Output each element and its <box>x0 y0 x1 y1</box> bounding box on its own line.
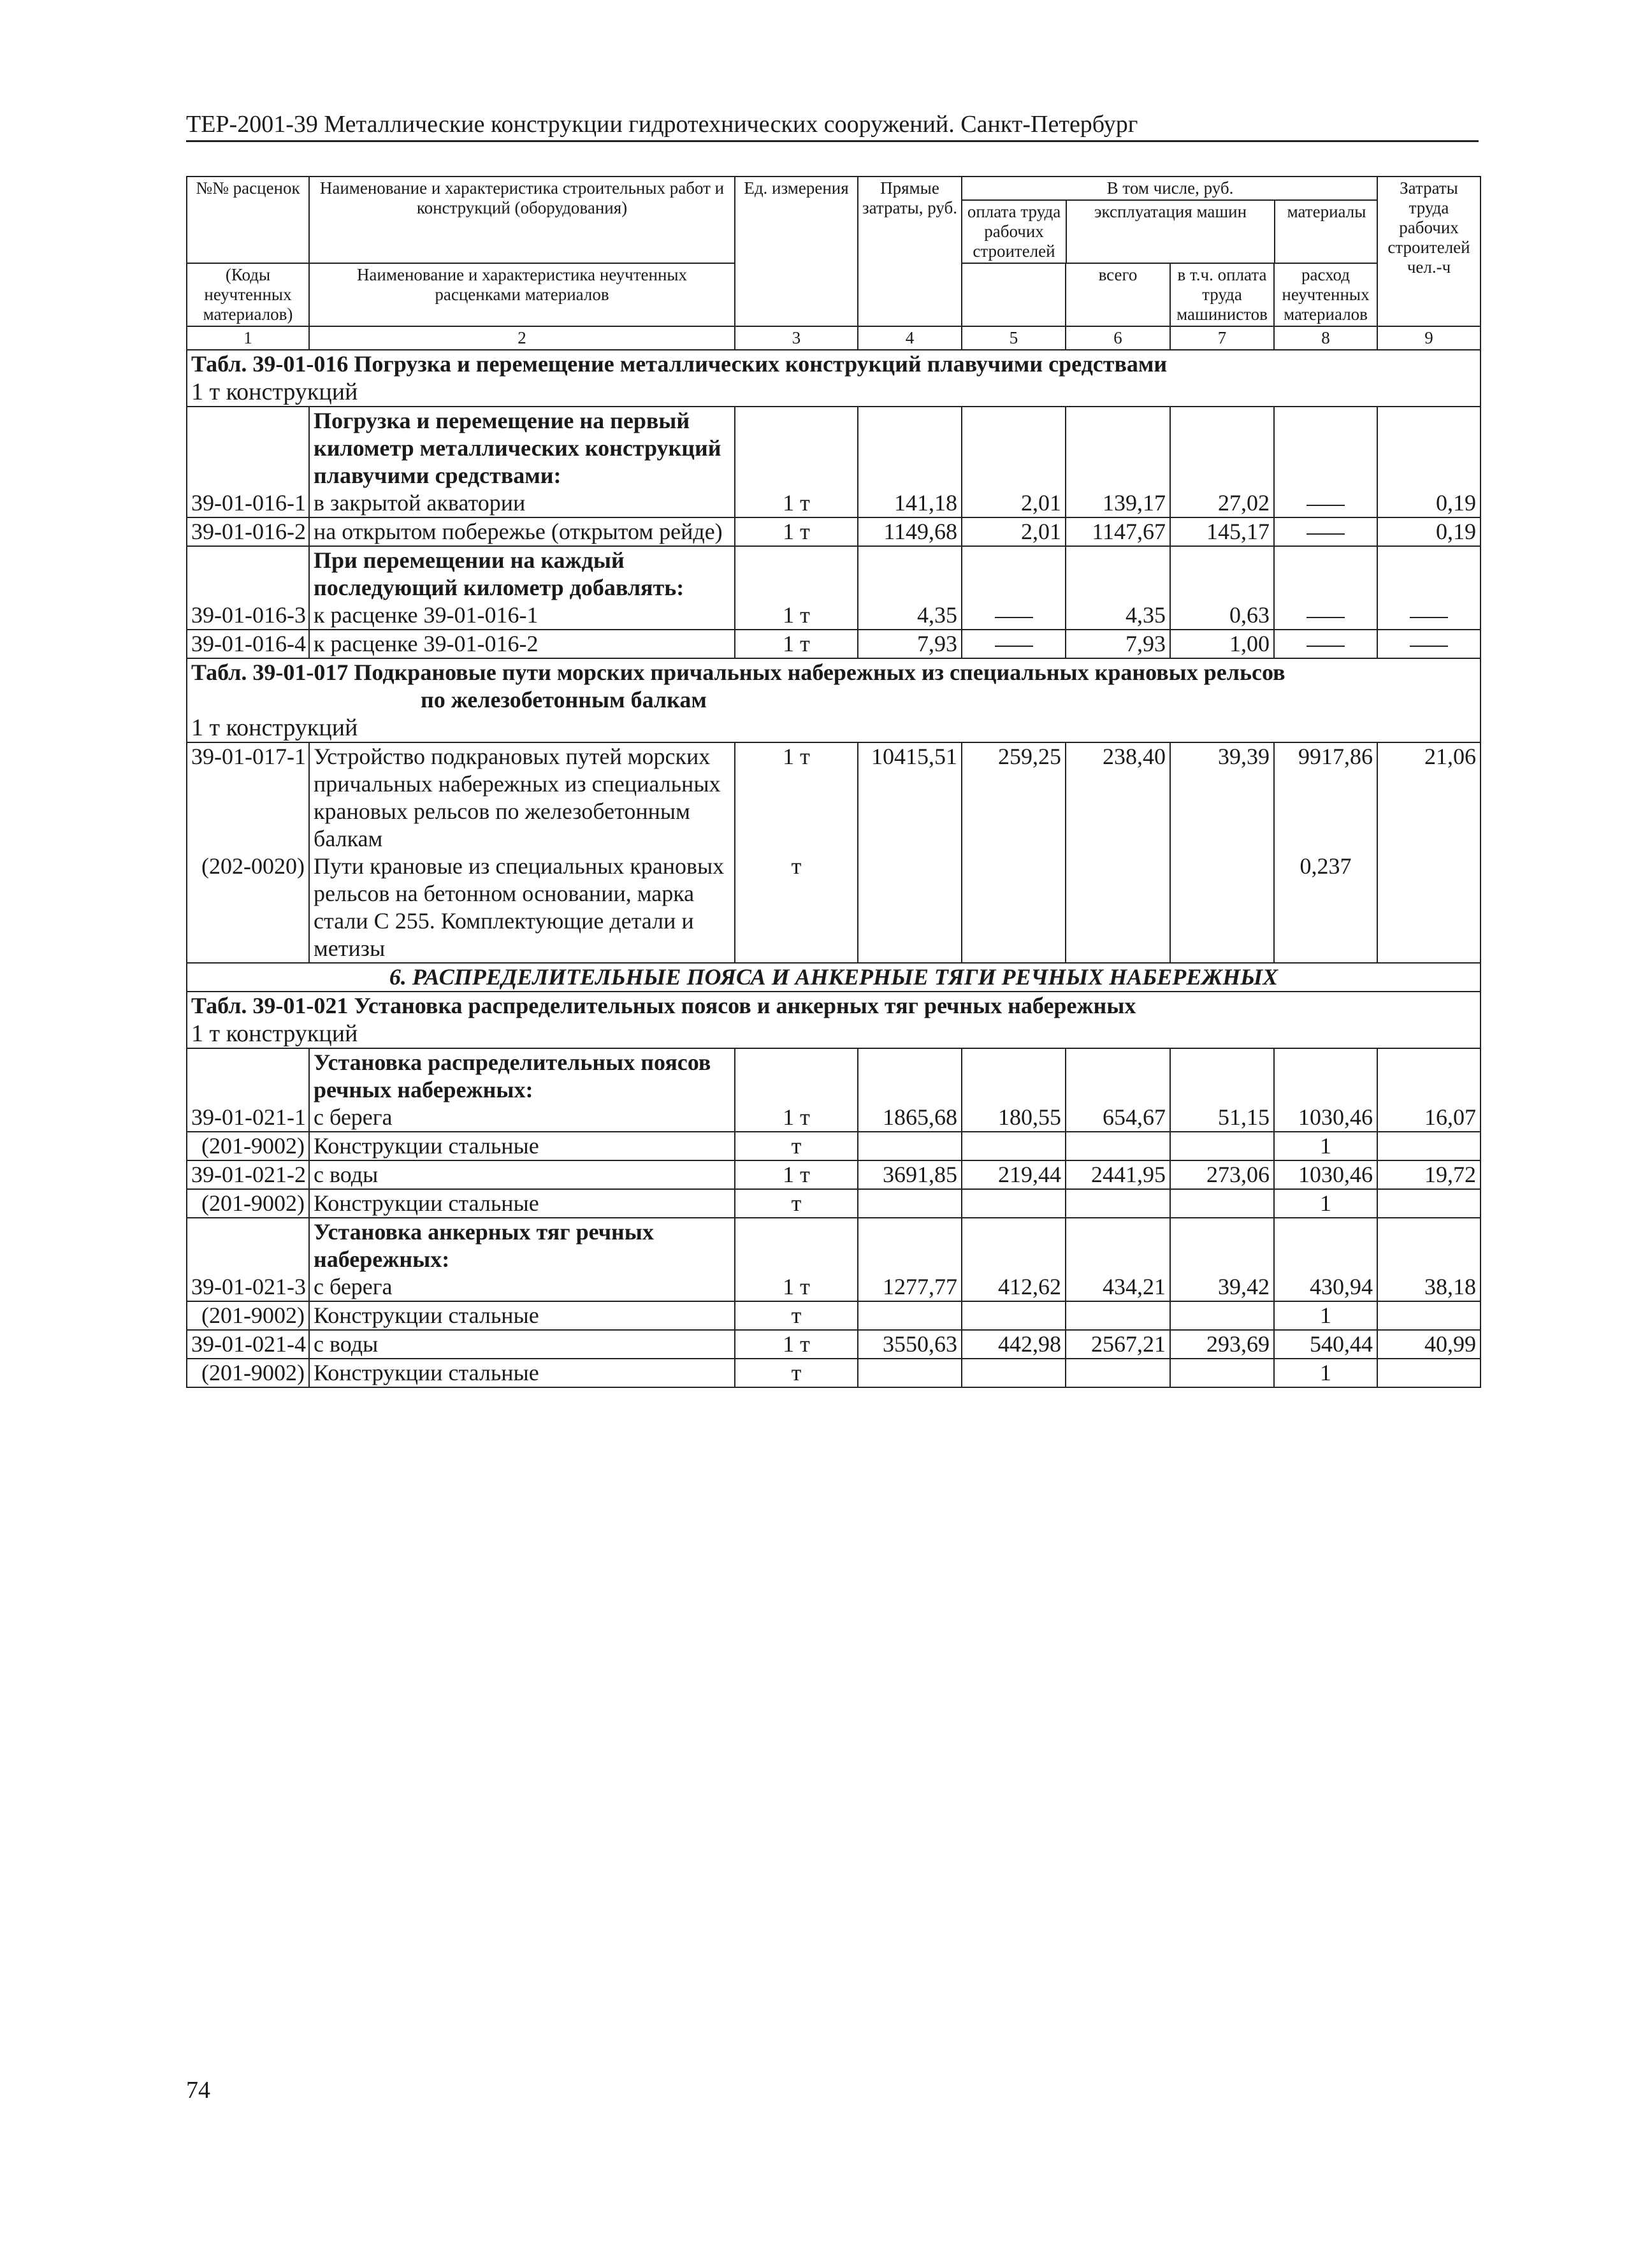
table-017-title-text: Табл. 39-01-017 Подкрановые пути морских причальных набережных из специальных крановых рельсов <box>191 660 1285 685</box>
row-mach-total <box>1066 1189 1170 1218</box>
row-code: (201-9002) <box>187 1301 309 1330</box>
row-wages: 412,62 <box>962 1273 1066 1301</box>
row-unit: т <box>735 1189 858 1218</box>
row-wages: 259,25 <box>962 742 1066 853</box>
row-materials: 1 <box>1274 1132 1377 1160</box>
row-code: 39-01-021-4 <box>187 1330 309 1359</box>
row-direct <box>858 1359 962 1387</box>
row-mach-wages: 1,00 <box>1170 630 1274 658</box>
row-name: к расценке 39-01-016-1 <box>309 602 735 630</box>
row-code: 39-01-016-2 <box>187 517 309 546</box>
row-wages <box>962 1132 1066 1160</box>
col-mach-wages-header: в т.ч. оплата труда машинистов <box>1170 263 1274 326</box>
row-materials: 430,94 <box>1274 1273 1377 1301</box>
table-row <box>187 1104 1481 1132</box>
dash-mark <box>1307 617 1345 618</box>
row-name: Конструкции стальные <box>309 1359 735 1387</box>
table-row <box>187 1330 1481 1359</box>
row-mach-total <box>1066 1359 1170 1387</box>
row-code: (201-9002) <box>187 1359 309 1387</box>
row-direct: 141,18 <box>858 489 962 517</box>
row-mach-wages: 27,02 <box>1170 489 1274 517</box>
row-unit: т <box>735 1301 858 1330</box>
row-name: с воды <box>309 1330 735 1359</box>
group-heading: Установка анкерных тяг речных набережных: <box>309 1218 735 1273</box>
dash-mark <box>995 646 1033 647</box>
col-name-header: Наименование и характеристика строительных работ и конструкций (оборудования) <box>309 177 735 263</box>
row-direct <box>858 1132 962 1160</box>
col-num-3: 3 <box>735 326 858 350</box>
row-mach-wages <box>1170 1359 1274 1387</box>
row-name: Устройство подкрановых путей морских причальных набережных из специальных крановых рельсов по железобетонным балкам <box>309 742 735 853</box>
row-unit: 1 т <box>735 742 858 853</box>
row-mach-wages: 51,15 <box>1170 1104 1274 1132</box>
row-direct <box>858 1189 962 1218</box>
row-name: с берега <box>309 1273 735 1301</box>
row-code: (201-9002) <box>187 1189 309 1218</box>
row-name: Конструкции стальные <box>309 1189 735 1218</box>
table-row <box>187 853 1481 963</box>
table-021-title-text: Табл. 39-01-021 Установка распределительных поясов и анкерных тяг речных набережных <box>191 993 1136 1018</box>
row-direct: 3550,63 <box>858 1330 962 1359</box>
row-unit: 1 т <box>735 1273 858 1301</box>
row-mach-wages: 39,39 <box>1170 742 1274 853</box>
row-materials <box>1274 489 1377 517</box>
row-materials: 1 <box>1274 1301 1377 1330</box>
col-materials2-header: расход неучтенных материалов <box>1274 263 1377 326</box>
row-direct: 1277,77 <box>858 1273 962 1301</box>
row-name: к расценке 39-01-016-2 <box>309 630 735 658</box>
col-incl-group <box>962 177 1377 263</box>
row-materials: 1030,46 <box>1274 1160 1377 1189</box>
row-mach-wages: 293,69 <box>1170 1330 1274 1359</box>
col-num-8: 8 <box>1274 326 1377 350</box>
row-mach-wages: 145,17 <box>1170 517 1274 546</box>
row-wages: 180,55 <box>962 1104 1066 1132</box>
page-header: ТЕР-2001-39 Металлические конструкции гидротехнических сооружений. Санкт-Петербург <box>186 108 1479 142</box>
row-unit: т <box>735 1132 858 1160</box>
table-017-title-text-2: по железобетонным балкам <box>421 687 707 712</box>
dash-mark <box>1410 646 1448 647</box>
dash-mark <box>1307 646 1345 647</box>
row-mach-wages <box>1170 1301 1274 1330</box>
row-unit: 1 т <box>735 489 858 517</box>
dash-mark <box>1307 505 1345 506</box>
dash-mark <box>1410 617 1448 618</box>
row-name: Пути крановые из специальных крановых рельсов на бетонном основании, марка стали С 255. Комплектующие детали и метизы <box>309 853 735 963</box>
row-unit: 1 т <box>735 1104 858 1132</box>
row-mach-total <box>1066 1132 1170 1160</box>
group-heading: Погрузка и перемещение на первый километр металлических конструкций плавучими средствами: <box>309 407 735 489</box>
row-unit: 1 т <box>735 517 858 546</box>
row-labor <box>1377 1301 1481 1330</box>
col-num-2: 2 <box>309 326 735 350</box>
row-mach-total: 7,93 <box>1066 630 1170 658</box>
table-row <box>187 1160 1481 1189</box>
row-unit: 1 т <box>735 630 858 658</box>
row-wages <box>962 1301 1066 1330</box>
row-labor <box>1377 1132 1481 1160</box>
row-labor: 0,19 <box>1377 489 1481 517</box>
row-mach-total: 654,67 <box>1066 1104 1170 1132</box>
col-name2-header: Наименование и характеристика неучтенных расценками материалов <box>309 263 735 326</box>
row-labor: 40,99 <box>1377 1330 1481 1359</box>
row-labor: 38,18 <box>1377 1273 1481 1301</box>
col-unit-header: Ед. измерения <box>735 177 858 326</box>
row-code: 39-01-021-2 <box>187 1160 309 1189</box>
col-num-1: 1 <box>187 326 309 350</box>
col-incl-header: В том числе, руб. <box>962 177 1377 200</box>
row-mach-total: 238,40 <box>1066 742 1170 853</box>
row-labor <box>1377 1189 1481 1218</box>
row-direct: 7,93 <box>858 630 962 658</box>
col-num-4: 4 <box>858 326 962 350</box>
row-mach-wages: 39,42 <box>1170 1273 1274 1301</box>
row-code: 39-01-021-3 <box>187 1273 309 1301</box>
table-016-title <box>187 350 1481 407</box>
row-materials <box>1274 630 1377 658</box>
row-materials: 540,44 <box>1274 1330 1377 1359</box>
row-direct: 1865,68 <box>858 1104 962 1132</box>
dash-mark <box>1307 533 1345 535</box>
row-code: 39-01-016-3 <box>187 602 309 630</box>
row-mach-total <box>1066 1301 1170 1330</box>
table-row <box>187 1273 1481 1301</box>
row-wages <box>962 630 1066 658</box>
row-materials: 1 <box>1274 1359 1377 1387</box>
row-unit: т <box>735 1359 858 1387</box>
row-name: в закрытой акватории <box>309 489 735 517</box>
row-labor <box>1377 602 1481 630</box>
col-code-header: №№ расценок <box>187 177 309 263</box>
row-name: Конструкции стальные <box>309 1301 735 1330</box>
row-mach-wages: 273,06 <box>1170 1160 1274 1189</box>
row-labor: 21,06 <box>1377 742 1481 853</box>
table-017-unit-line: 1 т конструкций <box>191 714 358 741</box>
row-name: на открытом побережье (открытом рейде) <box>309 517 735 546</box>
row-code <box>187 407 309 489</box>
row-name: с воды <box>309 1160 735 1189</box>
table-row <box>187 742 1481 853</box>
row-mach-total: 139,17 <box>1066 489 1170 517</box>
row-code: (201-9002) <box>187 1132 309 1160</box>
row-labor: 0,19 <box>1377 517 1481 546</box>
row-unit: 1 т <box>735 1330 858 1359</box>
row-code: 39-01-017-1 <box>187 742 309 853</box>
material-row <box>187 1359 1481 1387</box>
row-mach-total: 4,35 <box>1066 602 1170 630</box>
table-016-title-text: Табл. 39-01-016 Погрузка и перемещение металлических конструкций плавучими средствами <box>191 351 1168 377</box>
row-mach-total: 434,21 <box>1066 1273 1170 1301</box>
material-row <box>187 1301 1481 1330</box>
row-wages: 442,98 <box>962 1330 1066 1359</box>
table-row <box>187 517 1481 546</box>
group-heading: Установка распределительных поясов речных набережных: <box>309 1048 735 1104</box>
row-labor: 16,07 <box>1377 1104 1481 1132</box>
row-labor <box>1377 1359 1481 1387</box>
table-021-title <box>187 992 1481 1048</box>
row-wages: 2,01 <box>962 489 1066 517</box>
table-row <box>187 630 1481 658</box>
col-num-7: 7 <box>1170 326 1274 350</box>
col-wages-header: оплата труда рабочих строителей <box>962 200 1066 263</box>
row-mach-wages <box>1170 1189 1274 1218</box>
page-number: 74 <box>186 2077 210 2104</box>
col-num-9: 9 <box>1377 326 1481 350</box>
col-labor-header: Затраты труда рабочих строителей чел.-ч <box>1377 177 1481 326</box>
row-materials: 1030,46 <box>1274 1104 1377 1132</box>
rates-table <box>186 176 1481 1388</box>
dash-mark <box>995 617 1033 618</box>
row-direct: 4,35 <box>858 602 962 630</box>
row-direct: 1149,68 <box>858 517 962 546</box>
row-unit: 1 т <box>735 602 858 630</box>
table-016-unit-line: 1 т конструкций <box>191 379 358 405</box>
row-unit: т <box>735 853 858 963</box>
table-header <box>187 177 1481 350</box>
col-num-6: 6 <box>1066 326 1170 350</box>
row-labor: 19,72 <box>1377 1160 1481 1189</box>
col-machines-header: эксплуатация машин <box>1066 200 1275 263</box>
row-name: с берега <box>309 1104 735 1132</box>
col-mach-total-header: всего <box>1066 263 1170 326</box>
row-code: (202-0020) <box>187 853 309 963</box>
section-heading: 6. РАСПРЕДЕЛИТЕЛЬНЫЕ ПОЯСА И АНКЕРНЫЕ ТЯГИ РЕЧНЫХ НАБЕРЕЖНЫХ <box>187 963 1481 992</box>
material-row <box>187 1132 1481 1160</box>
row-mach-total: 2567,21 <box>1066 1330 1170 1359</box>
row-direct: 10415,51 <box>858 742 962 853</box>
table-row <box>187 602 1481 630</box>
col-code2-header: (Коды неучтенных материалов) <box>187 263 309 326</box>
row-materials: 0,237 <box>1274 853 1377 963</box>
row-code: 39-01-021-1 <box>187 1104 309 1132</box>
row-mach-wages <box>1170 1132 1274 1160</box>
row-mach-total: 1147,67 <box>1066 517 1170 546</box>
row-code: 39-01-016-1 <box>187 489 309 517</box>
row-labor <box>1377 630 1481 658</box>
row-mach-wages: 0,63 <box>1170 602 1274 630</box>
row-wages: 219,44 <box>962 1160 1066 1189</box>
row-materials: 9917,86 <box>1274 742 1377 853</box>
row-direct <box>858 1301 962 1330</box>
table-017-title <box>187 658 1481 742</box>
row-materials <box>1274 602 1377 630</box>
row-wages <box>962 602 1066 630</box>
row-mach-total: 2441,95 <box>1066 1160 1170 1189</box>
material-row <box>187 1189 1481 1218</box>
row-wages <box>962 1359 1066 1387</box>
group-heading: При перемещении на каждый последующий километр добавлять: <box>309 546 735 602</box>
row-direct: 3691,85 <box>858 1160 962 1189</box>
col-materials-header: материалы <box>1287 202 1366 221</box>
col-num-5: 5 <box>962 326 1066 350</box>
row-materials <box>1274 517 1377 546</box>
row-code: 39-01-016-4 <box>187 630 309 658</box>
row-name: Конструкции стальные <box>309 1132 735 1160</box>
row-materials: 1 <box>1274 1189 1377 1218</box>
row-unit: 1 т <box>735 1160 858 1189</box>
row-wages: 2,01 <box>962 517 1066 546</box>
table-row <box>187 489 1481 517</box>
row-wages <box>962 1189 1066 1218</box>
col-wages-cont <box>962 263 1066 326</box>
table-021-unit-line: 1 т конструкций <box>191 1020 358 1047</box>
col-direct-header: Прямые затраты, руб. <box>858 177 962 326</box>
